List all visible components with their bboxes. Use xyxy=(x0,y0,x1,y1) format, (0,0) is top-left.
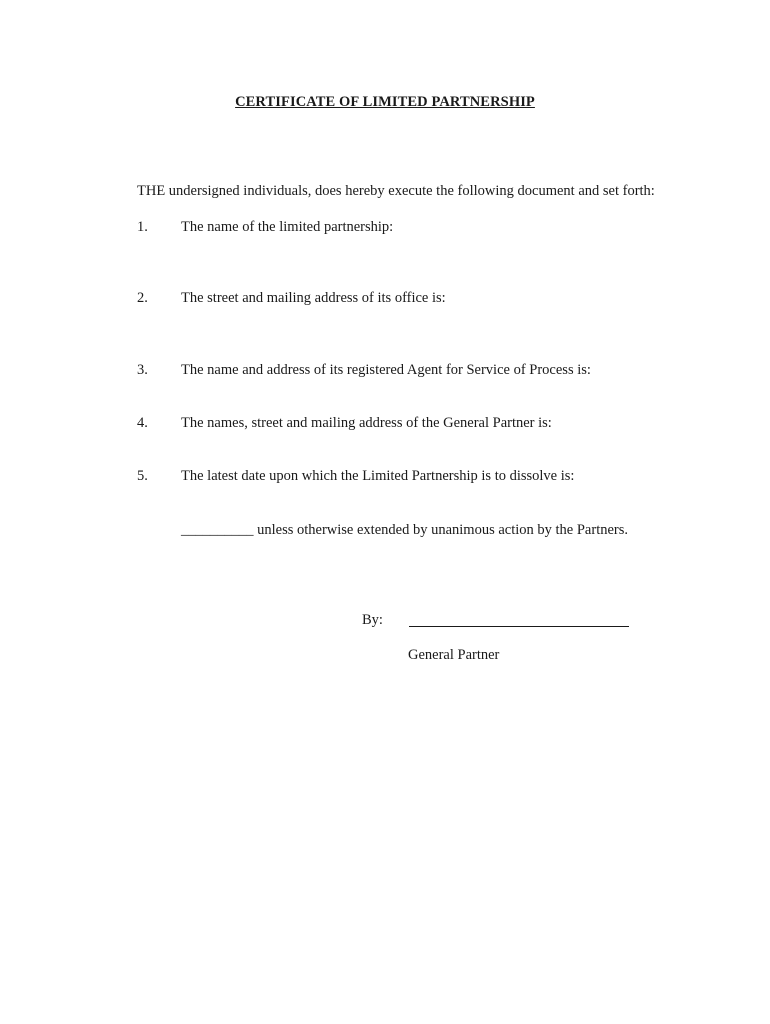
signer-title: General Partner xyxy=(408,647,500,663)
dissolve-date-blank-line: __________ unless otherwise extended by unanimous action by the Partners. xyxy=(181,522,629,538)
item-text-partnership-name: The name of the limited partnership: xyxy=(181,219,394,235)
item-number-3: 3. xyxy=(137,362,148,378)
item-text-dissolve-date: The latest date upon which the Limited Partnership is to dissolve is: xyxy=(181,468,575,484)
item-number-4: 4. xyxy=(137,415,148,431)
item-text-registered-agent: The name and address of its registered Agent for Service of Process is: xyxy=(181,362,591,378)
item-number-2: 2. xyxy=(137,290,148,306)
signature-line xyxy=(409,626,629,627)
signature-by-label: By: xyxy=(362,612,383,628)
item-number-5: 5. xyxy=(137,468,148,484)
item-text-office-address: The street and mailing address of its office is: xyxy=(181,290,446,306)
item-text-general-partner-address: The names, street and mailing address of the General Partner is: xyxy=(181,415,552,431)
item-number-1: 1. xyxy=(137,219,148,235)
document-title: CERTIFICATE OF LIMITED PARTNERSHIP xyxy=(235,94,535,110)
intro-paragraph: THE undersigned individuals, does hereby execute the following document and set forth: xyxy=(137,183,655,199)
